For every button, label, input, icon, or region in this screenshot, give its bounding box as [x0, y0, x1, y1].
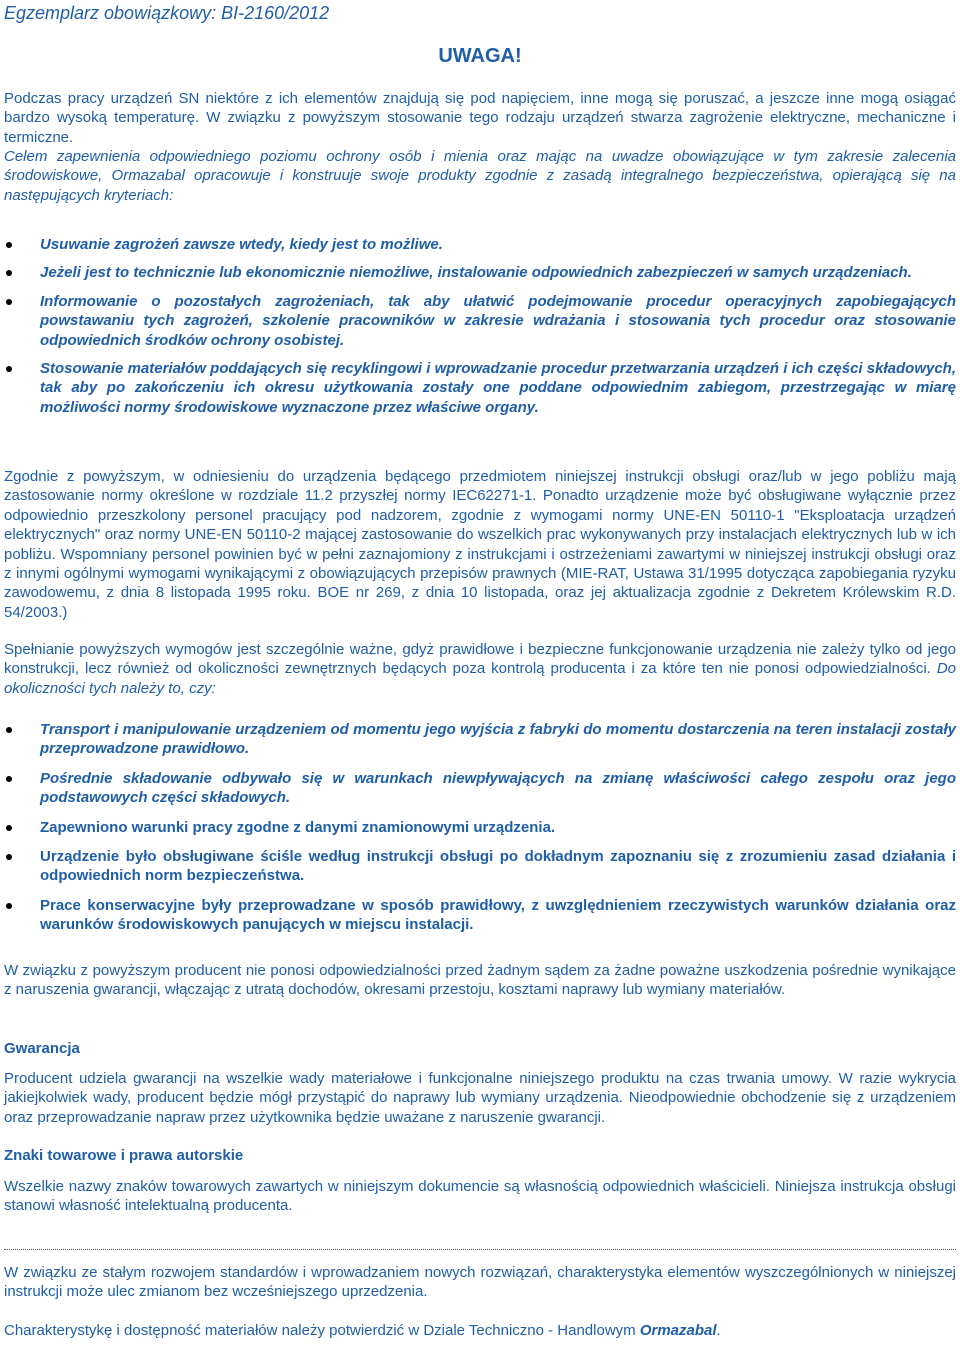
list-item-text: Jeżeli jest to technicznie lub ekonomicznie niemożliwe, instalowanie odpowiednich zabezpieczeń w samych urządzeniach. — [40, 264, 912, 282]
footer-end: . — [716, 1322, 721, 1339]
criteria-list — [4, 235, 956, 417]
list-item-text: Zapewniono warunki pracy zgodne z danymi znamionowymi urządzenia. — [40, 818, 556, 836]
bullet-icon — [6, 903, 12, 909]
list-item-text: Stosowanie materiałów poddających się recyklingowi i wprowadzanie procedur przetwarzania urządzeń i ich części składowych, tak aby po zakończeniu ich okresu użytkowania zostały one poddane odpowiednim zabiegom, przestrzegając w miarę możliwości normy środowiskowe wyznaczone przez właściwe organy. — [40, 360, 956, 416]
list-item — [4, 769, 956, 808]
warranty-paragraph: Producent udziela gwarancji na wszelkie wady materiałowe i funkcjonalne niniejszego produktu na czas trwania umowy. W razie wykrycia jakiejkolwiek wady, producent będzie mógł przystąpić do naprawy lub wymiany urządzenia. Nieodpowiednie obchodzenie się z urządzeniem oraz przeprowadzanie napraw przez użytkownika będzie uważane z naruszenie gwarancji. — [4, 1070, 956, 1126]
page-header: Egzemplarz obowiązkowy: BI-2160/2012 — [4, 3, 330, 23]
norms-paragraph: Zgodnie z powyższym, w odniesieniu do urządzenia będącego przedmiotem niniejszej instrukcji obsługi oraz/lub w jego pobliżu mają zastosowanie normy określone w rozdziale 11.2 przyszłej normy IEC62271-1. Ponadto urządzenie może być obsługiwane wyłącznie przez odpowiednio przeszkolony personel pracujący pod nadzorem, zgodnie z wymogami normy UNE-EN 50110-1 "Eksploatacja urządzeń elektrycznych" oraz normy UNE-EN 50110-2 mającej zastosowanie do wszelkich prac wykonywanych przy instalacjach elektrycznych lub w ich pobliżu. Wspomniany personel powinien być w pełni zaznajomiony z instrukcjami i ostrzeżeniami zawartymi w niniejszej instrukcji obsługi oraz z innymi ogólnymi wymogami wynikającymi z obowiązujących przepisów prawnych (MIE-RAT, Ustawa 31/1995 dotycząca zapobiegania ryzyku zawodowemu, z dnia 8 listopada 1995 roku. BOE nr 269, z dnia 10 listopada, oraz jej aktualizacja zgodnie z Dekretem Królewskim R.D. 54/2003.) — [4, 468, 956, 621]
company-name: Ormazabal — [639, 1322, 717, 1339]
list-item — [4, 896, 956, 935]
bullet-icon — [6, 242, 12, 248]
list-item-text: Usuwanie zagrożeń zawsze wtedy, kiedy jest to możliwe. — [40, 236, 443, 253]
trademarks-heading: Znaki towarowe i prawa autorskie — [4, 1147, 244, 1164]
liability-paragraph: W związku z powyższym producent nie ponosi odpowiedzialności przed żadnym sądem za żadne poważne uszkodzenia pośrednie wynikające z naruszenia gwarancji, włączając z utratą dochodów, okresami przestoju, kosztami naprawy lub wymiany materiałów. — [4, 962, 956, 999]
list-item-text: Prace konserwacyjne były przeprowadzane w sposób prawidłowy, z uwzględnieniem rzeczywistych warunków działania oraz warunków środowiskowych panujących w miejscu instalacji. — [40, 896, 956, 934]
safety-principle-paragraph: Celem zapewnienia odpowiedniego poziomu ochrony osób i mienia oraz mając na uwadze obowiązujące w tym zakresie zalecenia środowiskowe, Ormazabal opracowuje i konstruuje swoje produkty zgodnie z zasadą integralnego bezpieczeństwa, opierającą się na następujących kryteriach: — [4, 148, 956, 204]
changes-paragraph: W związku ze stałym rozwojem standardów i wprowadzaniem nowych rozwiązań, charakterystyka elementów wyszczególnionych w niniejszej instrukcji może ulec zmianom bez wcześniejszego uprzedzenia. — [4, 1264, 956, 1301]
list-item-text: Transport i manipulowanie urządzeniem od momentu jego wyjścia z fabryki do momentu dostarczenia na teren instalacji zostały przeprowadzone prawidłowo. — [40, 721, 956, 758]
bullet-icon — [6, 776, 12, 782]
warranty-heading: Gwarancja — [4, 1040, 80, 1057]
list-item-text: Pośrednie składowanie odbywało się w warunkach niewpływających na zmianę właściwości całego zespołu oraz jego podstawowych części składowych. — [40, 769, 956, 807]
list-item — [4, 847, 956, 886]
requirements-paragraph — [4, 640, 956, 698]
conditions-list — [4, 720, 956, 935]
list-item — [4, 292, 956, 350]
section-divider — [4, 1249, 956, 1250]
bullet-icon — [6, 366, 12, 372]
list-item — [4, 235, 956, 254]
trademarks-paragraph: Wszelkie nazwy znaków towarowych zawartych w niniejszym dokumencie są własnością odpowiednich właścicieli. Niniejsza instrukcja obsługi stanowi własność intelektualną producenta. — [4, 1178, 956, 1215]
list-item-text: Urządzenie było obsługiwane ściśle według instrukcji obsługi po dokładnym zapoznaniu się z zrozumieniu zasad działania i odpowiednich norm bezpieczeństwa. — [40, 848, 956, 885]
list-item — [4, 263, 956, 282]
bullet-icon — [6, 299, 12, 305]
list-item-text: Informowanie o pozostałych zagrożeniach, tak aby ułatwić podejmowanie procedur operacyjnych zapobiegających powstawaniu tych zagrożeń, szkolenie pracowników w zakresie wdrażania i stosowania tych procedur oraz stosowanie odpowiednich środków ochrony osobistej. — [40, 292, 956, 349]
bullet-icon — [6, 727, 12, 733]
warning-title: UWAGA! — [438, 45, 522, 67]
list-item — [4, 720, 956, 759]
bullet-icon — [6, 854, 12, 860]
requirements-text: Spełnianie powyższych wymogów jest szczególnie ważne, gdyż prawidłowe i bezpieczne funkcjonowanie urządzenia nie zależy tylko od jego konstrukcji, lecz również od okoliczności zewnętrznych będących poza kontrolą producenta i za które ten nie ponosi odpowiedzialności. — [4, 641, 956, 678]
list-item — [4, 818, 956, 837]
requirements-lead: Do okoliczności tych należy to, czy: — [4, 660, 956, 697]
intro-paragraph: Podczas pracy urządzeń SN niektóre z ich elementów znajdują się pod napięciem, inne mogą się poruszać, a jeszcze inne mogą osiągać bardzo wysoką temperaturę. W związku z powyższym stosowanie tego rodzaju urządzeń stwarza zagrożenie elektryczne, mechaniczne i termiczne. — [4, 90, 956, 146]
footer-note — [4, 1321, 956, 1340]
bullet-icon — [6, 270, 12, 276]
bullet-icon — [6, 825, 12, 831]
list-item — [4, 359, 956, 417]
footer-text: Charakterystykę i dostępność materiałów należy potwierdzić w Dziale Techniczno - Handlowym — [4, 1322, 636, 1339]
